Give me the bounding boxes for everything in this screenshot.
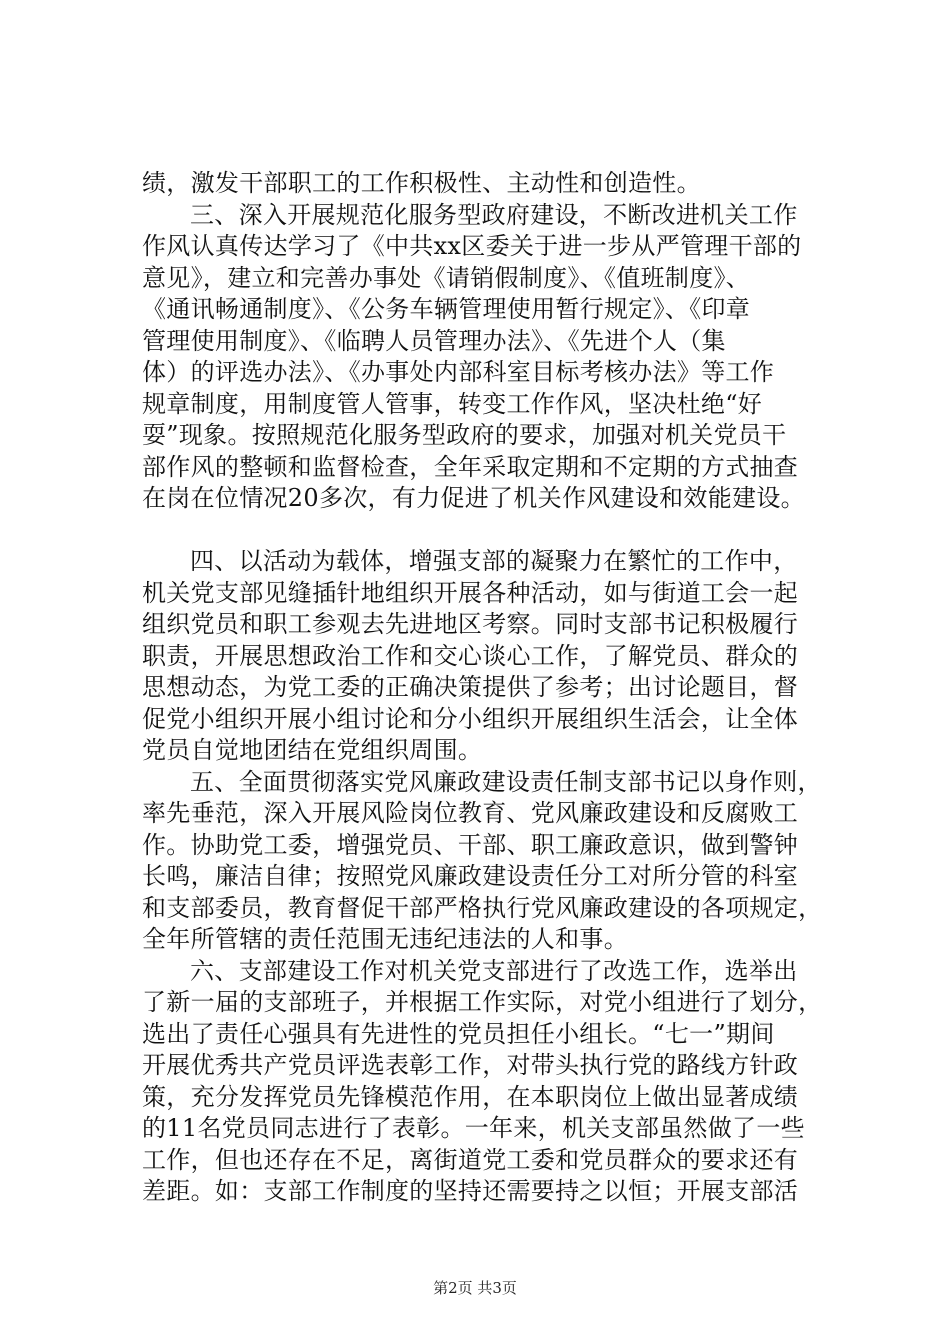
paragraph-line: 三、深入开展规范化服务型政府建设，不断改进机关工作 — [190, 200, 798, 229]
document-body — [142, 168, 832, 1208]
paragraph-line: 差距。如：支部工作制度的坚持还需要持之以恒；开展支部活 — [142, 1177, 799, 1205]
paragraph-line: 和支部委员，教育督促干部严格执行党风廉政建设的各项规定， — [142, 893, 823, 922]
paragraph-line: 率先垂范，深入开展风险岗位教育、党风廉政建设和反腐败工 — [142, 799, 799, 827]
paragraph-line: 了新一届的支部班子，并根据工作实际，对党小组进行了划分， — [142, 988, 823, 1016]
paragraph-line: 耍”现象。按照规范化服务型政府的要求，加强对机关党员干 — [142, 421, 787, 449]
paragraph-line: 作。协助党工委，增强党员、干部、职工廉政意识，做到警钟 — [142, 830, 799, 859]
paragraph-line: 促党小组织开展小组讨论和分小组织开展组织生活会，让全体 — [142, 704, 799, 733]
paragraph-line: 部作风的整顿和监督检查，全年采取定期和不定期的方式抽查 — [142, 452, 799, 481]
paragraph-line: 四、以活动为载体，增强支部的凝聚力在繁忙的工作中， — [190, 547, 798, 575]
paragraph-line: 全年所管辖的责任范围无违纪违法的人和事。 — [142, 925, 628, 953]
paragraph-line: 思想动态，为党工委的正确决策提供了参考；出讨论题目，督 — [142, 673, 799, 701]
paragraph-line: 组织党员和职工参观去先进地区考察。同时支部书记积极履行 — [142, 610, 799, 638]
paragraph-line: 选出了责任心强具有先进性的党员担任小组长。“七一”期间 — [142, 1019, 775, 1048]
paragraph-line: 绩，激发干部职工的工作积极性、主动性和创造性。 — [142, 169, 701, 197]
paragraph-line: 意见》，建立和完善办事处《请销假制度》、《值班制度》、 — [142, 263, 751, 292]
paragraph-line: 体）的评选办法》、《办事处内部科室目标考核办法》等工作 — [142, 358, 775, 386]
paragraph-line: 策，充分发挥党员先锋模范作用，在本职岗位上做出显著成绩 — [142, 1082, 799, 1111]
paragraph-line: 作风认真传达学习了《中共xx区委关于进一步从严管理干部的 — [142, 232, 802, 260]
paragraph-spacer — [142, 515, 832, 547]
paragraph-line: 规章制度，用制度管人管事，转变工作作风，坚决杜绝“好 — [142, 389, 763, 418]
paragraph-line: 《通讯畅通制度》、《公务车辆管理使用暂行规定》、《印章 — [142, 295, 751, 323]
paragraph-line: 五、全面贯彻落实党风廉政建设责任制支部书记以身作则， — [190, 767, 822, 796]
paragraph-line: 管理使用制度》、《临聘人员管理办法》、《先进个人（集 — [142, 326, 726, 355]
paragraph-line: 工作，但也还存在不足，离街道党工委和党员群众的要求还有 — [142, 1145, 799, 1174]
paragraph-line: 长鸣，廉洁自律；按照党风廉政建设责任分工对所分管的科室 — [142, 862, 799, 890]
page-number: 第2页 共3页 — [433, 1279, 517, 1297]
paragraph-line: 开展优秀共产党员评选表彰工作，对带头执行党的路线方针政 — [142, 1051, 799, 1079]
paragraph-line: 党员自觉地团结在党组织周围。 — [142, 736, 483, 764]
paragraph-line: 的11名党员同志进行了表彰。一年来，机关支部虽然做了一些 — [142, 1114, 805, 1142]
paragraph-line: 在岗在位情况20多次，有力促进了机关作风建设和效能建设。 — [142, 484, 805, 512]
paragraph-line: 六、支部建设工作对机关党支部进行了改选工作，选举出 — [190, 956, 798, 985]
paragraph-line: 机关党支部见缝插针地组织开展各种活动，如与街道工会一起 — [142, 578, 799, 607]
paragraph-line: 职责，开展思想政治工作和交心谈心工作，了解党员、群众的 — [142, 641, 799, 670]
